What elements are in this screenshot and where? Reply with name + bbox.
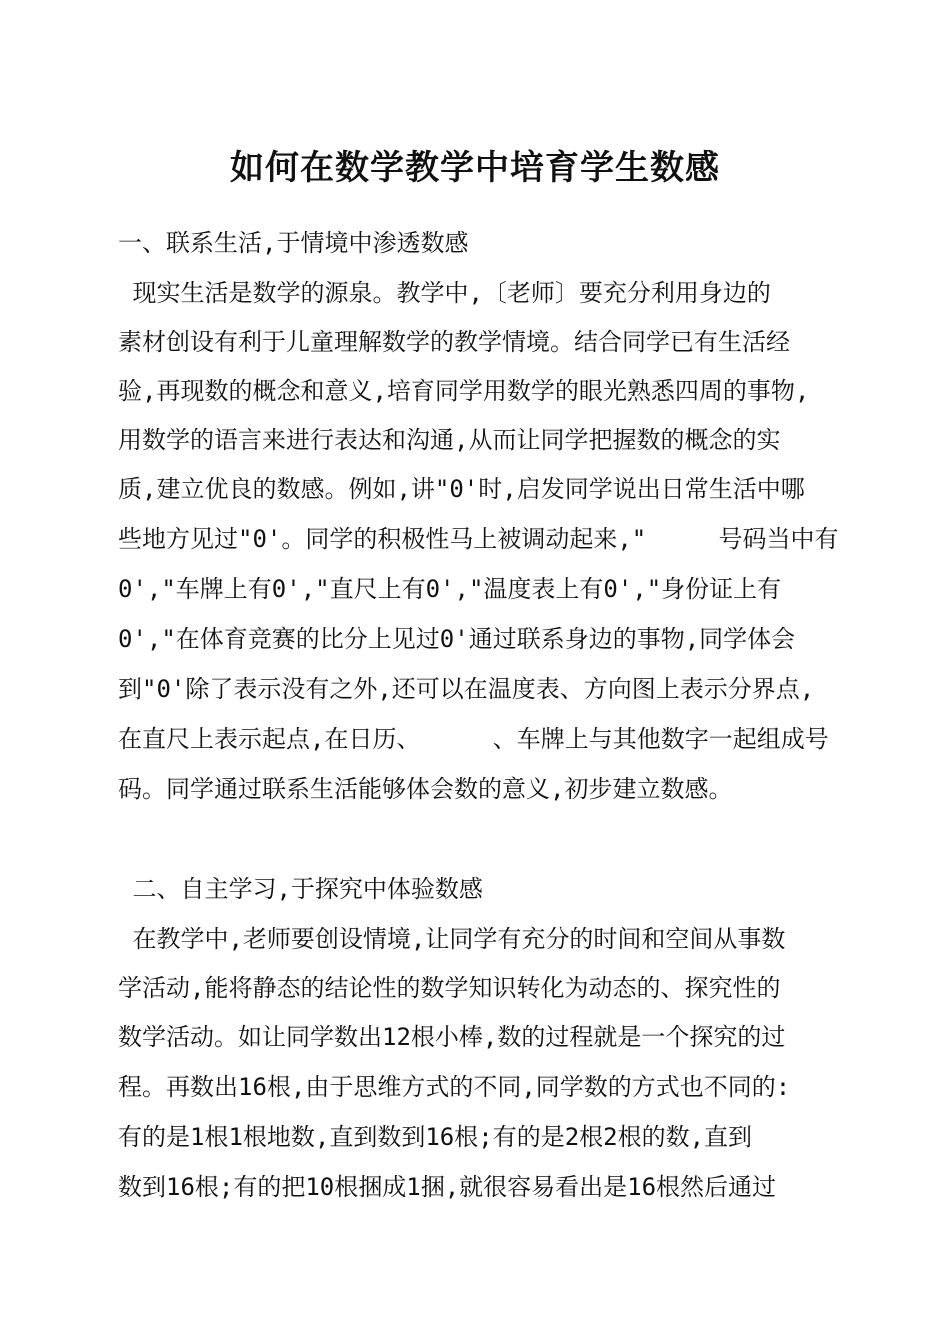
document-title: 如何在数学教学中培育学生数感 — [230, 148, 720, 188]
paragraph-line: 数到16根;有的把10根捆成1捆,就很容易看出是16根然后通过 — [118, 1173, 777, 1201]
paragraph-line: 码。同学通过联系生活能够体会数的意义,初步建立数感。 — [118, 775, 733, 803]
section-heading-2: 二、自主学习,于探究中体验数感 — [118, 875, 483, 903]
paragraph-line: 现实生活是数学的源泉。教学中,〔老师〕要充分利用身边的 — [118, 279, 771, 307]
paragraph-line: 学活动,能将静态的结论性的数学知识转化为动态的、探究性的 — [118, 974, 781, 1002]
paragraph-line: 用数学的语言来进行表达和沟通,从而让同学把握数的概念的实 — [118, 426, 781, 454]
paragraph-line: 验,再现数的概念和意义,培育同学用数学的眼光熟悉四周的事物, — [118, 377, 810, 405]
paragraph-line: 0',"在体育竞赛的比分上见过0'通过联系身边的事物,同学体会 — [118, 625, 796, 653]
paragraph-line: 0',"车牌上有0',"直尺上有0',"温度表上有0',"身份证上有 — [118, 575, 782, 603]
section-heading-1: 一、联系生活,于情境中渗透数感 — [118, 229, 469, 257]
paragraph-line: 在直尺上表示起点,在日历、 、车牌上与其他数字一起组成号 — [118, 725, 829, 753]
paragraph-line: 些地方见过"0'。同学的积极性马上被调动起来," 号码当中有 — [118, 525, 839, 553]
paragraph-line: 数学活动。如让同学数出12根小棒,数的过程就是一个探究的过 — [118, 1023, 786, 1051]
paragraph-line: 素材创设有利于儿童理解数学的教学情境。结合同学已有生活经 — [118, 328, 790, 356]
paragraph-line: 程。再数出16根,由于思维方式的不同,同学数的方式也不同的: — [118, 1073, 791, 1101]
paragraph-line: 到"0'除了表示没有之外,还可以在温度表、方向图上表示分界点, — [118, 675, 815, 703]
paragraph-line: 有的是1根1根地数,直到数到16根;有的是2根2根的数,直到 — [118, 1123, 753, 1151]
paragraph-line: 在教学中,老师要创设情境,让同学有充分的时间和空间从事数 — [118, 925, 786, 953]
paragraph-line: 质,建立优良的数感。例如,讲"0'时,启发同学说出日常生活中哪 — [118, 475, 805, 503]
